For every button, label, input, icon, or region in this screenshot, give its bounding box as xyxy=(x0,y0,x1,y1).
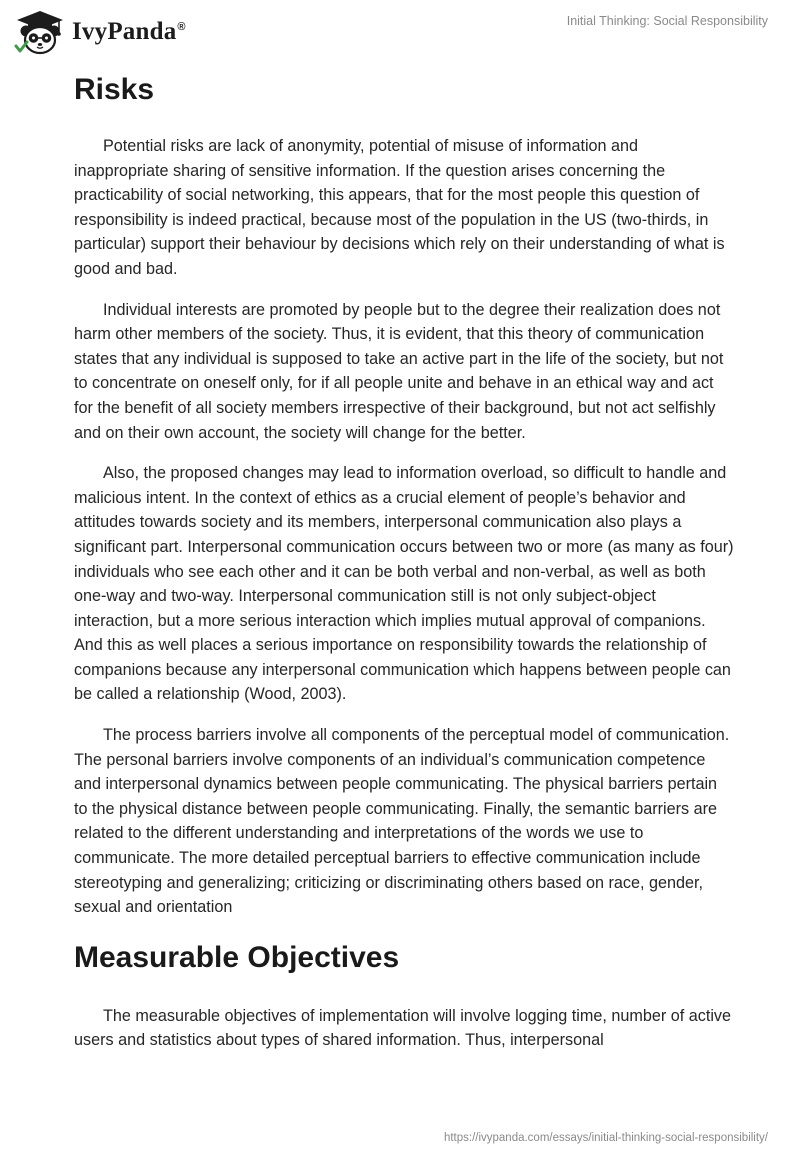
brand-registered-mark: ® xyxy=(177,20,186,33)
essay-content xyxy=(74,68,734,1069)
heading-measurable-objectives: Measurable Objectives xyxy=(74,940,400,974)
source-url-link[interactable]: https://ivypanda.com/essays/initial-thinking-social-responsibility/ xyxy=(443,1132,768,1144)
heading-risks: Risks xyxy=(74,73,155,106)
document-title: Initial Thinking: Social Responsibility xyxy=(566,14,768,28)
risks-paragraph-2: Individual interests are promoted by people but to the degree their realization does not harm other members of the society. Thus, it is evident, that this theory of communication states that any individual is supposed to take an active part in the life of the society, but not to concentrate on oneself only, for if all people unite and behave in an ethical way and act for the benefit of all society members irrespective of their background, but not act selfishly and on their own account, the society will change for the better. xyxy=(74,300,724,442)
panda-graduate-icon xyxy=(14,9,66,55)
brand-logo[interactable] xyxy=(14,8,186,56)
risks-paragraph-3: Also, the proposed changes may lead to information overload, so difficult to handle and malicious intent. In the context of ethics as a crucial element of people’s behavior and attitudes towards society and its members, interpersonal communication also plays a significant part. Interpersonal communication occurs between two or more (as many as four) individuals who see each other and it can be both verbal and non-verbal, as well as both one-way and two-way. Interpersonal communication still is not only subject-object interaction, but a more serious interaction which implies mutual approval of companions. And this as well places a serious importance on responsibility towards the relationship of companions because any interpersonal communication which happens between people can be called a relationship (Wood, 2003). xyxy=(74,464,734,704)
risks-paragraph-4: The process barriers involve all components of the perceptual model of communication. The personal barriers involve components of an individual’s communication competence and interpersonal dynamics between people communicating. The physical barriers pertain to the physical distance between people communicating. Finally, the semantic barriers are related to the different understanding and interpretations of the words we use to communicate. The more detailed perceptual barriers to effective communication include stereotyping and generalizing; criticizing or discriminating others based on race, gender, sexual and orientation xyxy=(74,726,730,917)
brand-name: IvyPanda® xyxy=(72,18,186,45)
objectives-paragraph-1: The measurable objectives of implementation will involve logging time, number of active users and statistics about types of shared information. Thus, interpersonal xyxy=(74,1006,732,1050)
risks-paragraph-1: Potential risks are lack of anonymity, potential of misuse of information and inappropriate sharing of sensitive information. If the question arises concerning the practicability of social networking, this appears, that for the most people this question of responsibility is indeed practical, because most of the population in the US (two-thirds, in particular) support their behaviour by decisions which rely on their understanding of what is good and bad. xyxy=(74,137,725,278)
page-header xyxy=(0,0,800,70)
